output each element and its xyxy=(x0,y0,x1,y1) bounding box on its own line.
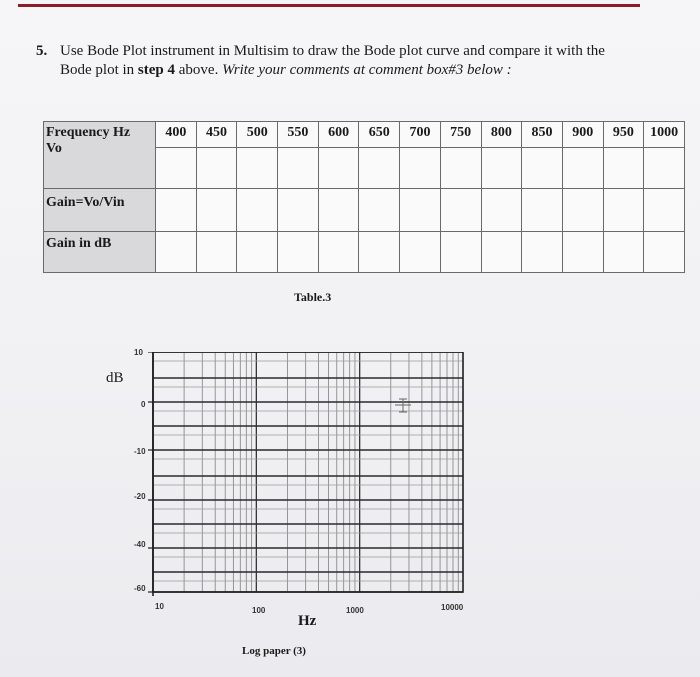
row-label-gain-db: Gain in dB xyxy=(44,232,156,273)
graph-footer: Log paper (3) xyxy=(242,645,306,657)
blank-cell[interactable] xyxy=(359,189,400,232)
table-caption: Table.3 xyxy=(294,290,332,304)
x-axis-label: Hz xyxy=(298,613,317,629)
blank-cell[interactable] xyxy=(481,189,522,232)
graph-border xyxy=(153,352,463,592)
blank-cell[interactable] xyxy=(603,189,644,232)
blank-cell[interactable] xyxy=(237,232,278,273)
x-tick-label: 10000 xyxy=(441,603,464,612)
blank-cell[interactable] xyxy=(644,189,685,232)
blank-cell[interactable] xyxy=(237,189,278,232)
x-tick-label: 1000 xyxy=(346,606,364,615)
y-tick-label: 10 xyxy=(134,348,143,357)
frequency-table xyxy=(43,121,685,273)
blank-cell[interactable] xyxy=(562,189,603,232)
table-header-label: Frequency Hz Vo xyxy=(44,122,156,189)
question-line-2-pre: Bode plot in xyxy=(60,62,138,78)
freq-cell: 900 xyxy=(562,122,603,148)
blank-cell[interactable] xyxy=(278,232,319,273)
freq-cell: 600 xyxy=(318,122,359,148)
row-label-gain: Gain=Vo/Vin xyxy=(44,189,156,232)
blank-cell[interactable] xyxy=(278,148,319,189)
blank-cell[interactable] xyxy=(196,148,237,189)
blank-cell[interactable] xyxy=(196,189,237,232)
blank-cell[interactable] xyxy=(603,232,644,273)
blank-cell[interactable] xyxy=(440,189,481,232)
freq-cell: 650 xyxy=(359,122,400,148)
freq-cell: 550 xyxy=(278,122,319,148)
row-label-vo: Vo xyxy=(46,141,62,156)
y-tick-label: 0 xyxy=(141,400,146,409)
blank-cell[interactable] xyxy=(400,232,441,273)
freq-cell: 500 xyxy=(237,122,278,148)
x-tick-label: 100 xyxy=(252,606,266,615)
y-tick-label: -40 xyxy=(134,540,146,549)
blank-cell[interactable] xyxy=(562,232,603,273)
blank-cell[interactable] xyxy=(156,232,197,273)
blank-cell[interactable] xyxy=(522,232,563,273)
blank-cell[interactable] xyxy=(603,148,644,189)
question-text xyxy=(60,42,660,80)
blank-cell[interactable] xyxy=(644,232,685,273)
freq-cell: 400 xyxy=(156,122,197,148)
table-row-gain-db xyxy=(44,232,685,273)
freq-cell: 850 xyxy=(522,122,563,148)
y-axis-label: dB xyxy=(106,370,124,386)
blank-cell[interactable] xyxy=(318,189,359,232)
top-rule xyxy=(18,4,640,7)
question-line-2-mid: above. xyxy=(175,62,223,78)
blank-cell[interactable] xyxy=(318,232,359,273)
x-tick-label: 10 xyxy=(155,602,164,611)
question-number: 5. xyxy=(36,43,48,59)
blank-cell[interactable] xyxy=(278,189,319,232)
blank-cell[interactable] xyxy=(644,148,685,189)
y-tick-label: -60 xyxy=(134,584,146,593)
blank-cell[interactable] xyxy=(156,148,197,189)
y-tick-label: -10 xyxy=(134,447,146,456)
log-graph-paper[interactable] xyxy=(145,352,467,600)
blank-cell[interactable] xyxy=(481,232,522,273)
blank-cell[interactable] xyxy=(318,148,359,189)
blank-cell[interactable] xyxy=(522,189,563,232)
freq-cell: 800 xyxy=(481,122,522,148)
freq-cell: 750 xyxy=(440,122,481,148)
blank-cell[interactable] xyxy=(156,189,197,232)
question-line-2-italic: Write your comments at comment box#3 below : xyxy=(222,62,512,78)
blank-cell[interactable] xyxy=(359,232,400,273)
question-line-1: Use Bode Plot instrument in Multisim to draw the Bode plot curve and compare it with the xyxy=(60,43,605,59)
freq-cell: 700 xyxy=(400,122,441,148)
freq-cell: 950 xyxy=(603,122,644,148)
table-row-frequency xyxy=(44,122,685,148)
vertical-grid-lines xyxy=(153,352,458,592)
blank-cell[interactable] xyxy=(481,148,522,189)
blank-cell[interactable] xyxy=(400,189,441,232)
blank-cell[interactable] xyxy=(400,148,441,189)
table-row-gain xyxy=(44,189,685,232)
blank-cell[interactable] xyxy=(196,232,237,273)
blank-cell[interactable] xyxy=(359,148,400,189)
blank-cell[interactable] xyxy=(562,148,603,189)
blank-cell[interactable] xyxy=(440,232,481,273)
blank-cell[interactable] xyxy=(237,148,278,189)
freq-cell: 450 xyxy=(196,122,237,148)
blank-cell[interactable] xyxy=(440,148,481,189)
freq-cell: 1000 xyxy=(644,122,685,148)
blank-cell[interactable] xyxy=(522,148,563,189)
question-line-2-bold: step 4 xyxy=(137,62,176,78)
y-tick-label: -20 xyxy=(134,492,146,501)
